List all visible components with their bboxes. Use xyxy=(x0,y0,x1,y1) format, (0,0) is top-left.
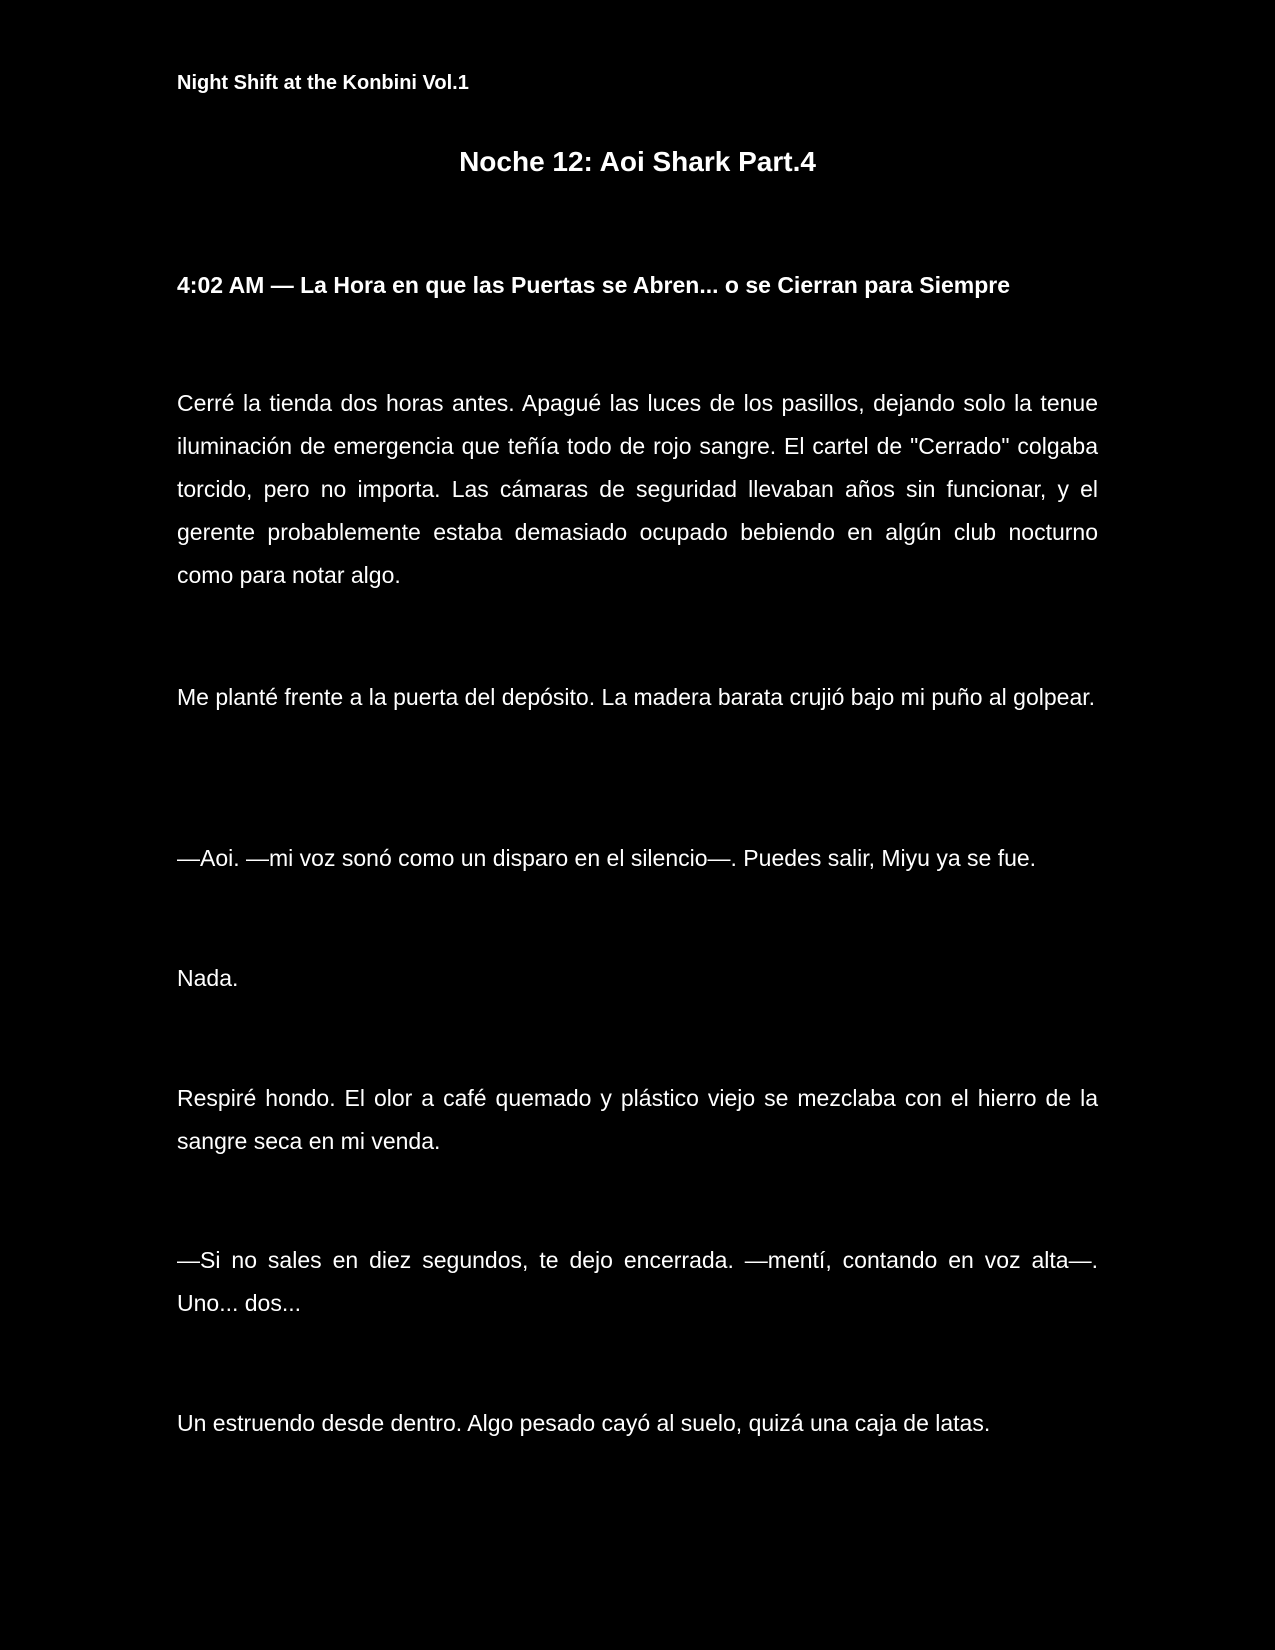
paragraph: Respiré hondo. El olor a café quemado y plástico viejo se mezclaba con el hierro de la sangre seca en mi venda. xyxy=(177,1085,1098,1154)
paragraph: Cerré la tienda dos horas antes. Apagué las luces de los pasillos, dejando solo la tenue iluminación de emergencia que teñía todo de rojo sangre. El cartel de "Cerrado" colgaba torcido, pero no importa. Las cámaras de seguridad llevaban años sin funcionar, y el gerente probablemente estaba demasiado ocupado bebiendo en algún club nocturno como para notar algo. xyxy=(177,390,1098,588)
paragraph: —Si no sales en diez segundos, te dejo encerrada. —mentí, contando en voz alta—. Uno... dos... xyxy=(177,1247,1098,1316)
paragraph: Un estruendo desde dentro. Algo pesado cayó al suelo, quizá una caja de latas. xyxy=(177,1410,991,1436)
paragraph: Nada. xyxy=(177,965,239,991)
paragraph: Me planté frente a la puerta del depósito. La madera barata crujió bajo mi puño al golpear. xyxy=(177,684,1096,710)
paragraph: —Aoi. —mi voz sonó como un disparo en el silencio—. Puedes salir, Miyu ya se fue. xyxy=(177,845,1037,871)
running-header: Night Shift at the Konbini Vol.1 xyxy=(177,72,469,94)
chapter-title: Noche 12: Aoi Shark Part.4 xyxy=(459,146,816,177)
section-heading: 4:02 AM — La Hora en que las Puertas se Abren... o se Cierran para Siempre xyxy=(177,272,1010,298)
